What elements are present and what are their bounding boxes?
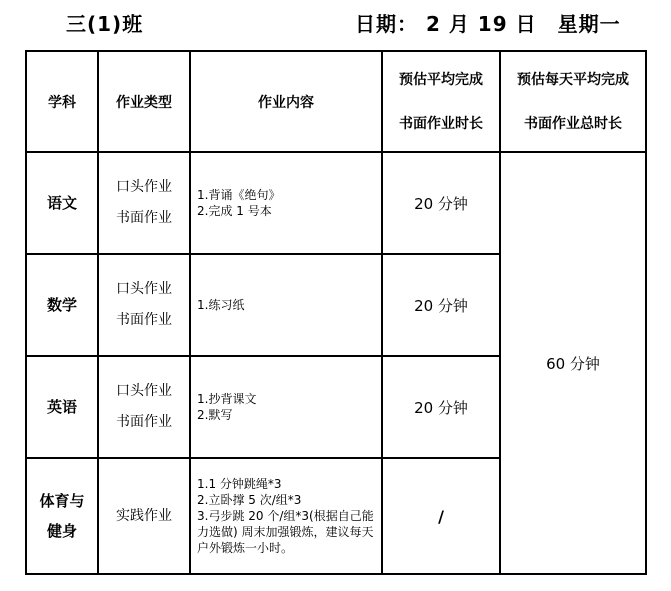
header-avg-time-line1: 预估平均完成 <box>399 71 483 88</box>
type-label: 口头作业 <box>116 383 172 399</box>
content-line: 1.练习纸 <box>197 298 245 312</box>
header-content: 作业内容 <box>190 51 382 152</box>
subject-cell <box>26 254 98 356</box>
type-label: 书面作业 <box>116 210 172 226</box>
content-line: 2.立卧撑 5 次/组*3 <box>197 493 302 507</box>
subject-cell <box>26 356 98 458</box>
subject-label: 数学 <box>46 296 77 314</box>
content-cell <box>190 356 382 458</box>
time-cell: 20 分钟 <box>382 254 500 356</box>
type-label: 书面作业 <box>116 414 172 430</box>
type-cell <box>98 254 190 356</box>
time-cell: / <box>382 458 500 574</box>
time-cell: 20 分钟 <box>382 356 500 458</box>
header-total-time-line1: 预估每天平均完成 <box>517 71 629 88</box>
subject-label: 英语 <box>46 398 77 416</box>
content-line: 1.背诵《绝句》 <box>197 188 281 202</box>
content-cell <box>190 152 382 254</box>
header-total-time <box>500 51 646 152</box>
table-header-row <box>26 51 646 152</box>
content-cell <box>190 458 382 574</box>
type-cell <box>98 152 190 254</box>
header-subject: 学科 <box>26 51 98 152</box>
homework-table <box>25 50 647 575</box>
type-label: 实践作业 <box>116 507 172 524</box>
subject-label: 体育与 <box>39 492 85 510</box>
header-type: 作业类型 <box>98 51 190 152</box>
content-line: 1.1 分钟跳绳*3 <box>197 477 282 491</box>
content-line: 2.完成 1 号本 <box>197 204 272 218</box>
type-label: 书面作业 <box>116 312 172 328</box>
total-time-cell: 60 分钟 <box>500 152 646 574</box>
date-heading: 日期： 2 月 19 日 星期一 <box>355 12 621 36</box>
subject-label: 语文 <box>46 194 77 212</box>
subject-cell <box>26 458 98 574</box>
subject-cell <box>26 152 98 254</box>
subject-label: 健身 <box>46 522 77 540</box>
header-total-time-line2: 书面作业总时长 <box>524 115 622 132</box>
content-cell <box>190 254 382 356</box>
time-cell: 20 分钟 <box>382 152 500 254</box>
content-line: 3.弓步跳 20 个/组*3(根据自己能力选做) 周末加强锻炼，建议每天户外锻炼一小时。 <box>197 509 374 555</box>
type-label: 口头作业 <box>116 179 172 195</box>
type-cell <box>98 458 190 574</box>
type-label: 口头作业 <box>116 281 172 297</box>
content-line: 1.抄背课文 <box>197 392 257 406</box>
type-cell <box>98 356 190 458</box>
table-row <box>26 152 646 254</box>
header-avg-time <box>382 51 500 152</box>
class-title: 三(1)班 <box>66 12 144 36</box>
header-avg-time-line2: 书面作业时长 <box>399 115 483 132</box>
content-line: 2.默写 <box>197 408 233 422</box>
